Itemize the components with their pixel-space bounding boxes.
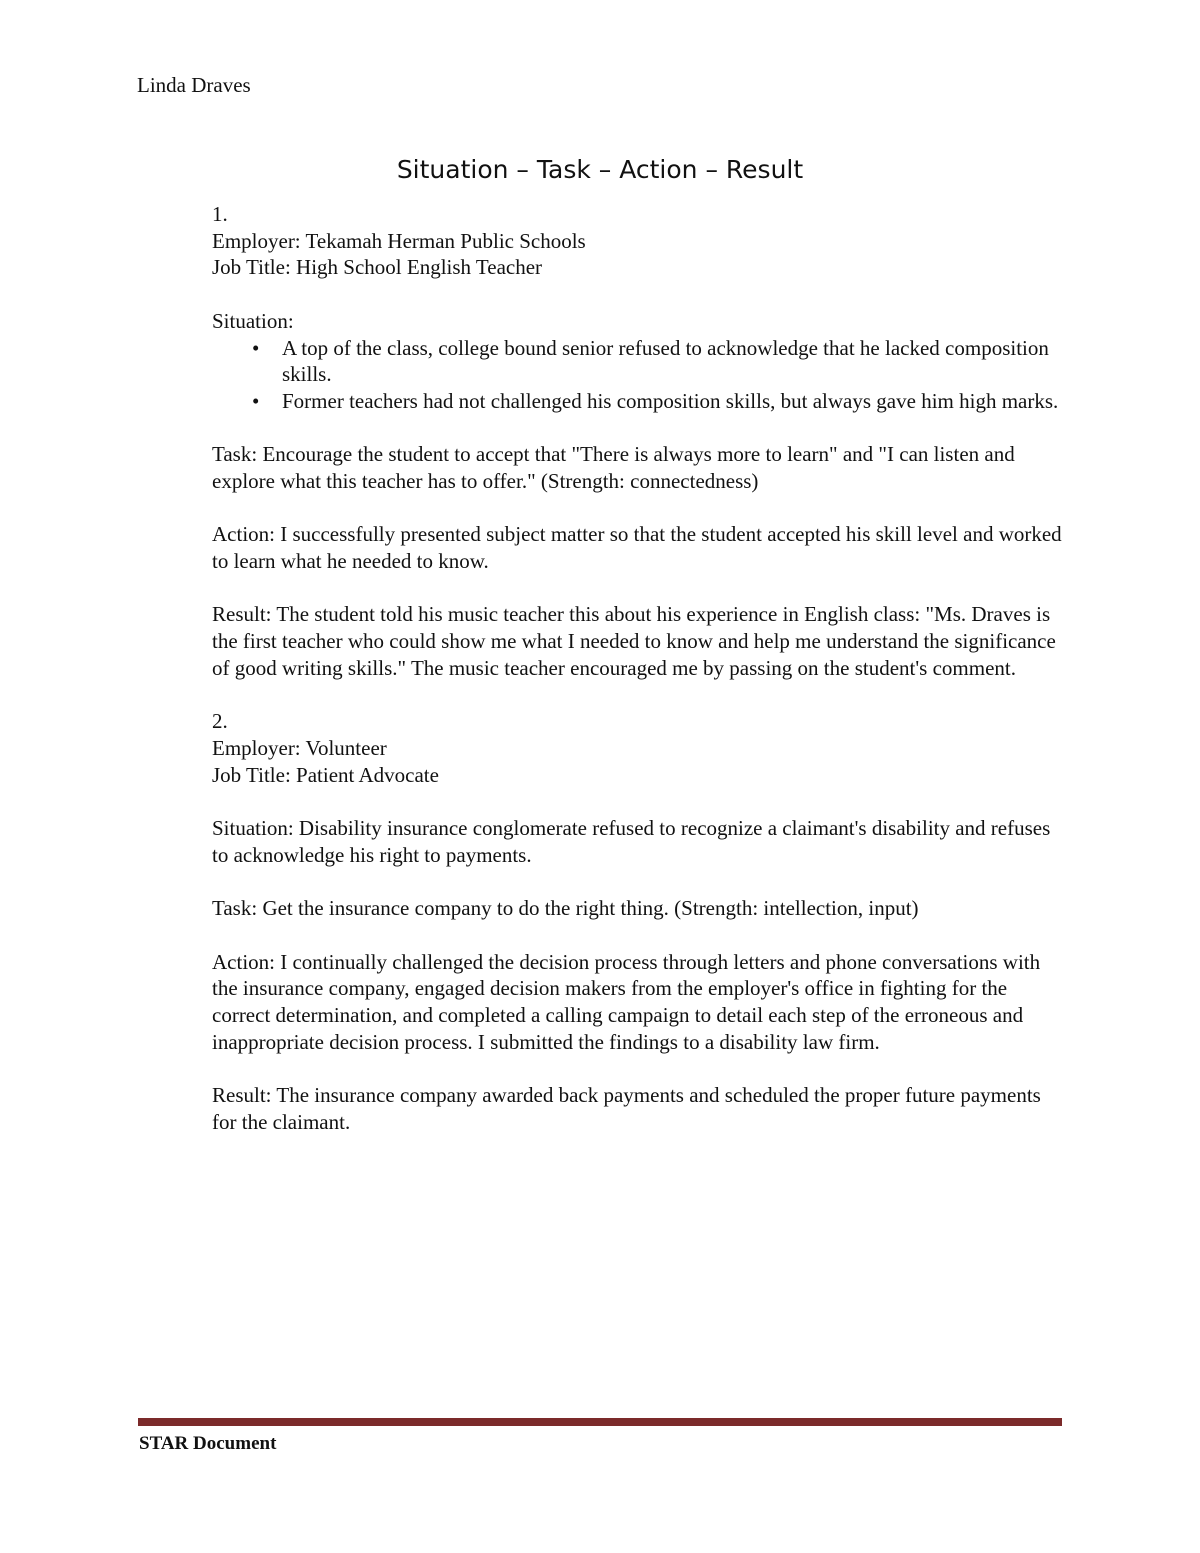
situation-bullet-list: [212, 335, 1062, 415]
paragraph-gap: [212, 415, 1062, 442]
entry-employer: Employer: Tekamah Herman Public Schools: [212, 228, 586, 253]
footer-rule: [138, 1418, 1062, 1426]
entry-job-title: Job Title: Patient Advocate: [212, 762, 439, 787]
task-paragraph: Task: Encourage the student to accept that "There is always more to learn" and "I can listen and explore what this teacher has to offer." (Strength: connectedness): [212, 442, 1015, 493]
bullet-text: A top of the class, college bound senior refused to acknowledge that he lacked composition skills.: [282, 335, 1049, 387]
paragraph-gap: [212, 682, 1062, 709]
entry-number: 2.: [212, 709, 228, 734]
entry-employer: Employer: Volunteer: [212, 735, 387, 760]
entry-number: 1.: [212, 202, 228, 226]
paragraph-gap: [212, 922, 1062, 949]
star-entry-1: [212, 201, 1062, 682]
bullet-icon: •: [252, 335, 260, 360]
action-paragraph: Action: I continually challenged the decision process through letters and phone conversations with the insurance company, engaged decision makers from the employer's office in fighting for the correct determination, and completed a calling campaign to detail each step of the erroneous and inappropriate decision process. I submitted the findings to a disability law firm.: [212, 949, 1041, 1054]
situation-label: Situation:: [212, 308, 294, 333]
list-item: [212, 388, 1062, 415]
document-title: Situation – Task – Action – Result: [396, 155, 804, 184]
action-paragraph: Action: I successfully presented subject matter so that the student accepted his skill level and worked to learn what he needed to know.: [212, 522, 1062, 574]
footer-label: STAR Document: [139, 1433, 277, 1454]
result-paragraph: Result: The insurance company awarded back payments and scheduled the proper future payments for the claimant.: [212, 1083, 1041, 1134]
situation-paragraph: Situation: Disability insurance conglomerate refused to recognize a claimant's disability and refuses to acknowledge his right to payments.: [212, 816, 1051, 867]
list-item: [212, 335, 1062, 388]
paragraph-gap: [212, 281, 1062, 308]
task-paragraph: Task: Get the insurance company to do the right thing. (Strength: intellection, input): [212, 896, 919, 921]
paragraph-gap: [212, 1055, 1062, 1082]
header-author: Linda Draves: [137, 73, 251, 97]
result-paragraph: Result: The student told his music teacher this about his experience in English class: "Ms. Draves is the first teacher who could show me what I needed to know and help me understand the significance of good writing skills." The music teacher encouraged me by passing on the student's comment.: [212, 602, 1056, 680]
bullet-text: Former teachers had not challenged his composition skills, but always gave him high marks.: [282, 388, 1059, 413]
paragraph-gap: [212, 868, 1062, 895]
paragraph-gap: [212, 575, 1062, 602]
entry-job-title: Job Title: High School English Teacher: [212, 255, 543, 280]
paragraph-gap: [212, 788, 1062, 815]
paragraph-gap: [212, 495, 1062, 522]
document-body: [212, 201, 1062, 1135]
bullet-icon: •: [252, 388, 260, 413]
star-entry-2: [212, 708, 1062, 1135]
